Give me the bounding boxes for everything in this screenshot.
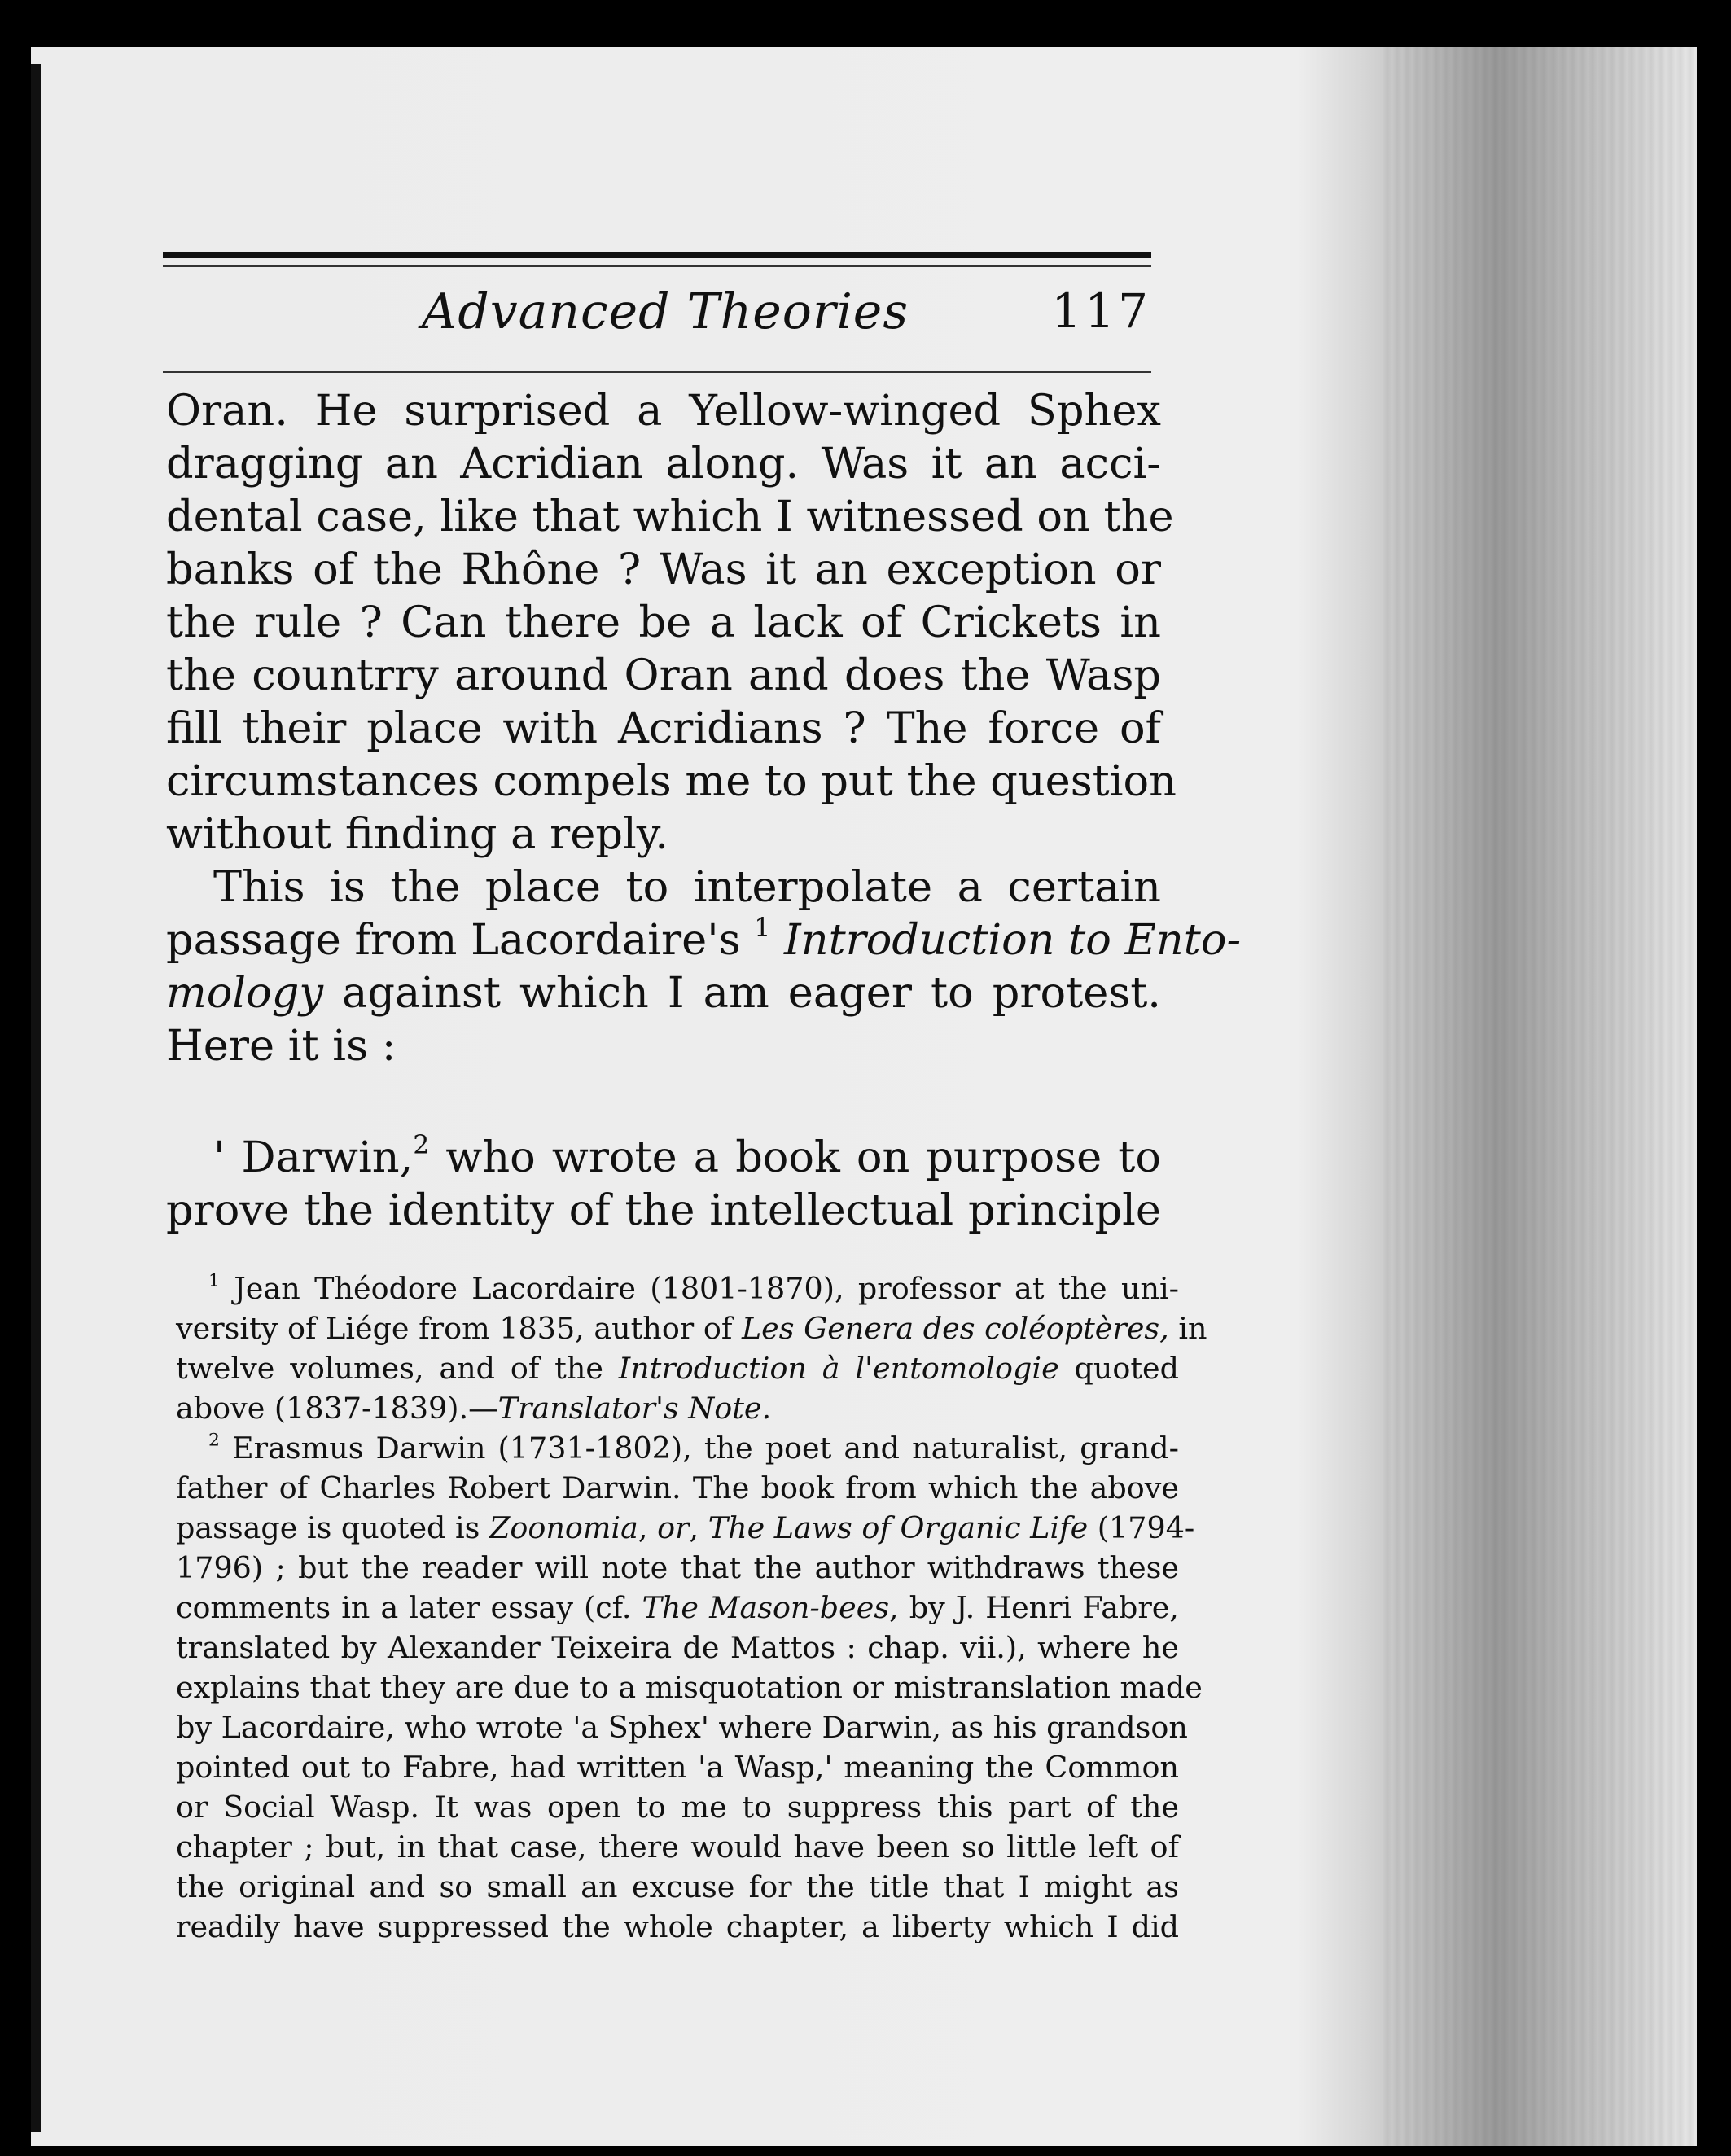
paragraph xyxy=(166,861,1242,1072)
body-text xyxy=(166,384,1242,1237)
text-line: the countrry around Oran and does the Wasp xyxy=(166,651,1161,700)
text-line: passage from Lacordaire's $^1$ Introduction to Ento- xyxy=(166,913,1242,965)
text-line: without finding a reply. xyxy=(166,809,669,859)
text-line: translated by Alexander Teixeira de Mattos : chap. vii.), where he xyxy=(176,1630,1179,1665)
text-line: $^2$ Erasmus Darwin (1731-1802), the poet and naturalist, grand- xyxy=(208,1430,1179,1466)
text-line: 1796) ; but the reader will note that the author withdraws these xyxy=(176,1550,1179,1585)
paragraph xyxy=(166,384,1177,861)
text-line: dental case, like that which I witnessed on the xyxy=(166,492,1174,541)
text-line: prove the identity of the intellectual principle xyxy=(166,1185,1161,1235)
text-line: fill their place with Acridians ? The force of xyxy=(166,703,1161,753)
binding-edge xyxy=(31,64,41,2132)
footnote-2 xyxy=(176,1428,1203,1947)
text-line: or Social Wasp. It was open to me to suppress this part of the xyxy=(176,1790,1179,1825)
footnote-marker: 1 xyxy=(754,913,771,943)
text-line: banks of the Rhône ? Was it an exception or xyxy=(166,545,1161,594)
running-head xyxy=(163,283,1151,357)
footnote-marker: 2 xyxy=(413,1130,430,1160)
text-line: mology against which I am eager to protest. xyxy=(166,968,1161,1018)
text-line: circumstances compels me to put the question xyxy=(166,756,1177,806)
footnotes xyxy=(176,1269,1207,1947)
text-line: ' Darwin,$^2$ who wrote a book on purpose to xyxy=(213,1130,1161,1182)
footnote-1 xyxy=(176,1269,1207,1428)
text-line: dragging an Acridian along. Was it an acci- xyxy=(166,439,1161,489)
text-line: father of Charles Robert Darwin. The book from which the above xyxy=(176,1470,1179,1505)
text-line: Here it is : xyxy=(166,1021,397,1071)
text-line: readily have suppressed the whole chapter, a liberty which I did xyxy=(176,1909,1179,1944)
text-line: explains that they are due to a misquotation or mistranslation made xyxy=(176,1670,1203,1705)
spacer xyxy=(166,1072,1161,1131)
text-line: chapter ; but, in that case, there would have been so little left of xyxy=(176,1830,1179,1865)
text-line: passage is quoted is Zoonomia, or, The Laws of Organic Life (1794- xyxy=(176,1510,1195,1545)
header-rule-thick xyxy=(163,252,1151,258)
text-line: This is the place to interpolate a certain xyxy=(213,862,1161,912)
page-number: 117 xyxy=(1051,283,1151,339)
text-line: the original and so small an excuse for the title that I might as xyxy=(176,1869,1179,1904)
text-line: Oran. He surprised a Yellow-winged Sphex xyxy=(166,386,1161,436)
page-gutter-shadow xyxy=(1383,47,1697,2146)
footnote-number: 2 xyxy=(208,1430,220,1451)
book-page xyxy=(31,47,1697,2146)
text-line: comments in a later essay (cf. The Mason-bees, by J. Henri Fabre, xyxy=(176,1590,1179,1625)
footnote-number: 1 xyxy=(208,1270,220,1291)
text-line: $^1$ Jean Théodore Lacordaire (1801-1870), professor at the uni- xyxy=(208,1270,1179,1306)
text-line: above (1837-1839).—Translator's Note. xyxy=(176,1391,772,1426)
text-line: the rule ? Can there be a lack of Crickets in xyxy=(166,598,1161,647)
text-line: pointed out to Fabre, had written 'a Wasp,' meaning the Common xyxy=(176,1750,1179,1785)
text-line: versity of Liége from 1835, author of Les Genera des coléoptères, in xyxy=(176,1311,1207,1346)
header-rule-thin xyxy=(163,265,1151,267)
quotation xyxy=(166,1131,1161,1237)
running-title: Advanced Theories xyxy=(422,283,909,340)
text-line: by Lacordaire, who wrote 'a Sphex' where Darwin, as his grandson xyxy=(176,1710,1188,1745)
header-rule-bottom xyxy=(163,371,1151,373)
text-line: twelve volumes, and of the Introduction à l'entomologie quoted xyxy=(176,1351,1179,1386)
